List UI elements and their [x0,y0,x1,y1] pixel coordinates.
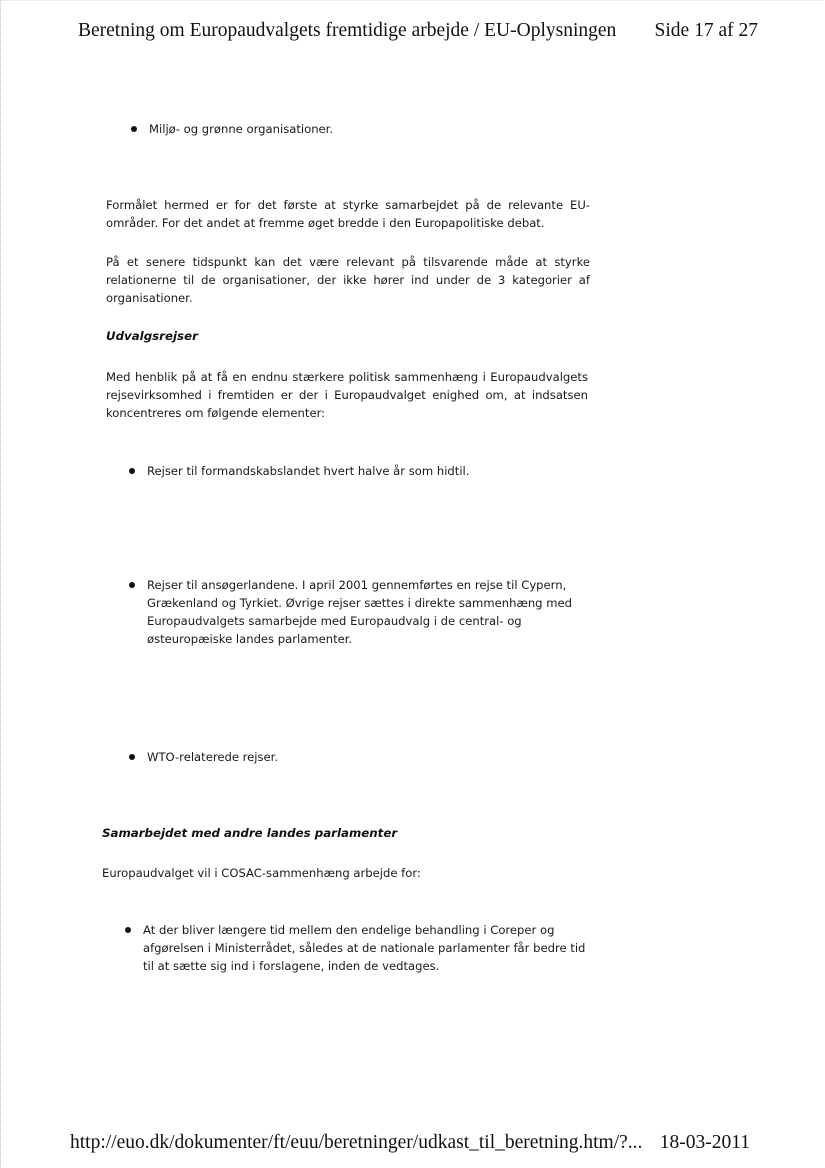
list-item-text [147,576,572,648]
paragraph-line: Med henblik på at få en endnu stærkere politisk sammenhæng i Europaudvalgets [106,370,588,384]
list-item-line: Rejser til ansøgerlandene. I april 2001 gennemførtes en rejse til Cypern, [147,578,567,592]
list-item-line: til at sætte sig ind i forslagene, inden de vedtages. [143,959,440,973]
list-item [129,576,572,648]
source-url: http://euo.dk/dokumenter/ft/euu/beretninger/udkast_til_beretning.htm/?... [70,1132,643,1153]
paragraph-line: koncentreres om følgende elementer: [106,406,326,420]
paragraph-line: rejsevirksomhed i fremtiden er der i Europaudvalget enighed om, at indsatsen [106,388,588,402]
list-item-text [143,921,585,975]
list-item [125,921,585,975]
list-item-line: afgørelsen i Ministerrådet, således at de nationale parlamenter får bedre tid [143,941,586,955]
bullet-icon [125,927,131,933]
section-heading: Udvalgsrejser [106,329,198,343]
list-item-text: Miljø- og grønne organisationer. [149,122,334,136]
list-item-line: Grækenland og Tyrkiet. Øvrige rejser sættes i direkte sammenhæng med [147,596,573,610]
page-number: Side 17 af 27 [654,20,758,41]
list-item [129,748,278,766]
print-date: 18-03-2011 [659,1132,750,1153]
paragraph-line: Formålet hermed er for det første at styrke samarbejdet på de relevante EU- [106,198,590,212]
paragraph [106,196,590,232]
bullet-icon [131,126,137,132]
list-item-line: østeuropæiske landes parlamenter. [147,632,353,646]
paragraph [106,253,590,307]
list-item-line: Europaudvalgets samarbejde med Europaudvalg i de central- og [147,614,522,628]
bullet-icon [129,468,135,474]
paragraph: Europaudvalget vil i COSAC-sammenhæng arbejde for: [102,866,421,880]
paragraph-line: områder. For det andet at fremme øget bredde i den Europapolitiske debat. [106,216,545,230]
paragraph [106,368,588,422]
list-item-line: At der bliver længere tid mellem den endelige behandling i Coreper og [143,923,555,937]
section-heading: Samarbejdet med andre landes parlamenter [102,826,398,840]
list-item-text: WTO-relaterede rejser. [147,750,279,764]
document-title: Beretning om Europaudvalgets fremtidige arbejde / EU-Oplysningen [78,20,617,41]
paragraph-line: organisationer. [106,291,193,305]
bullet-icon [129,582,135,588]
bullet-icon [129,754,135,760]
list-item [131,120,333,138]
paragraph-line: På et senere tidspunkt kan det være relevant på tilsvarende måde at styrke [106,255,590,269]
list-item-text: Rejser til formandskabslandet hvert halve år som hidtil. [147,464,470,478]
list-item [129,462,469,480]
paragraph-line: relationerne til de organisationer, der ikke hører ind under de 3 kategorier af [106,273,590,287]
